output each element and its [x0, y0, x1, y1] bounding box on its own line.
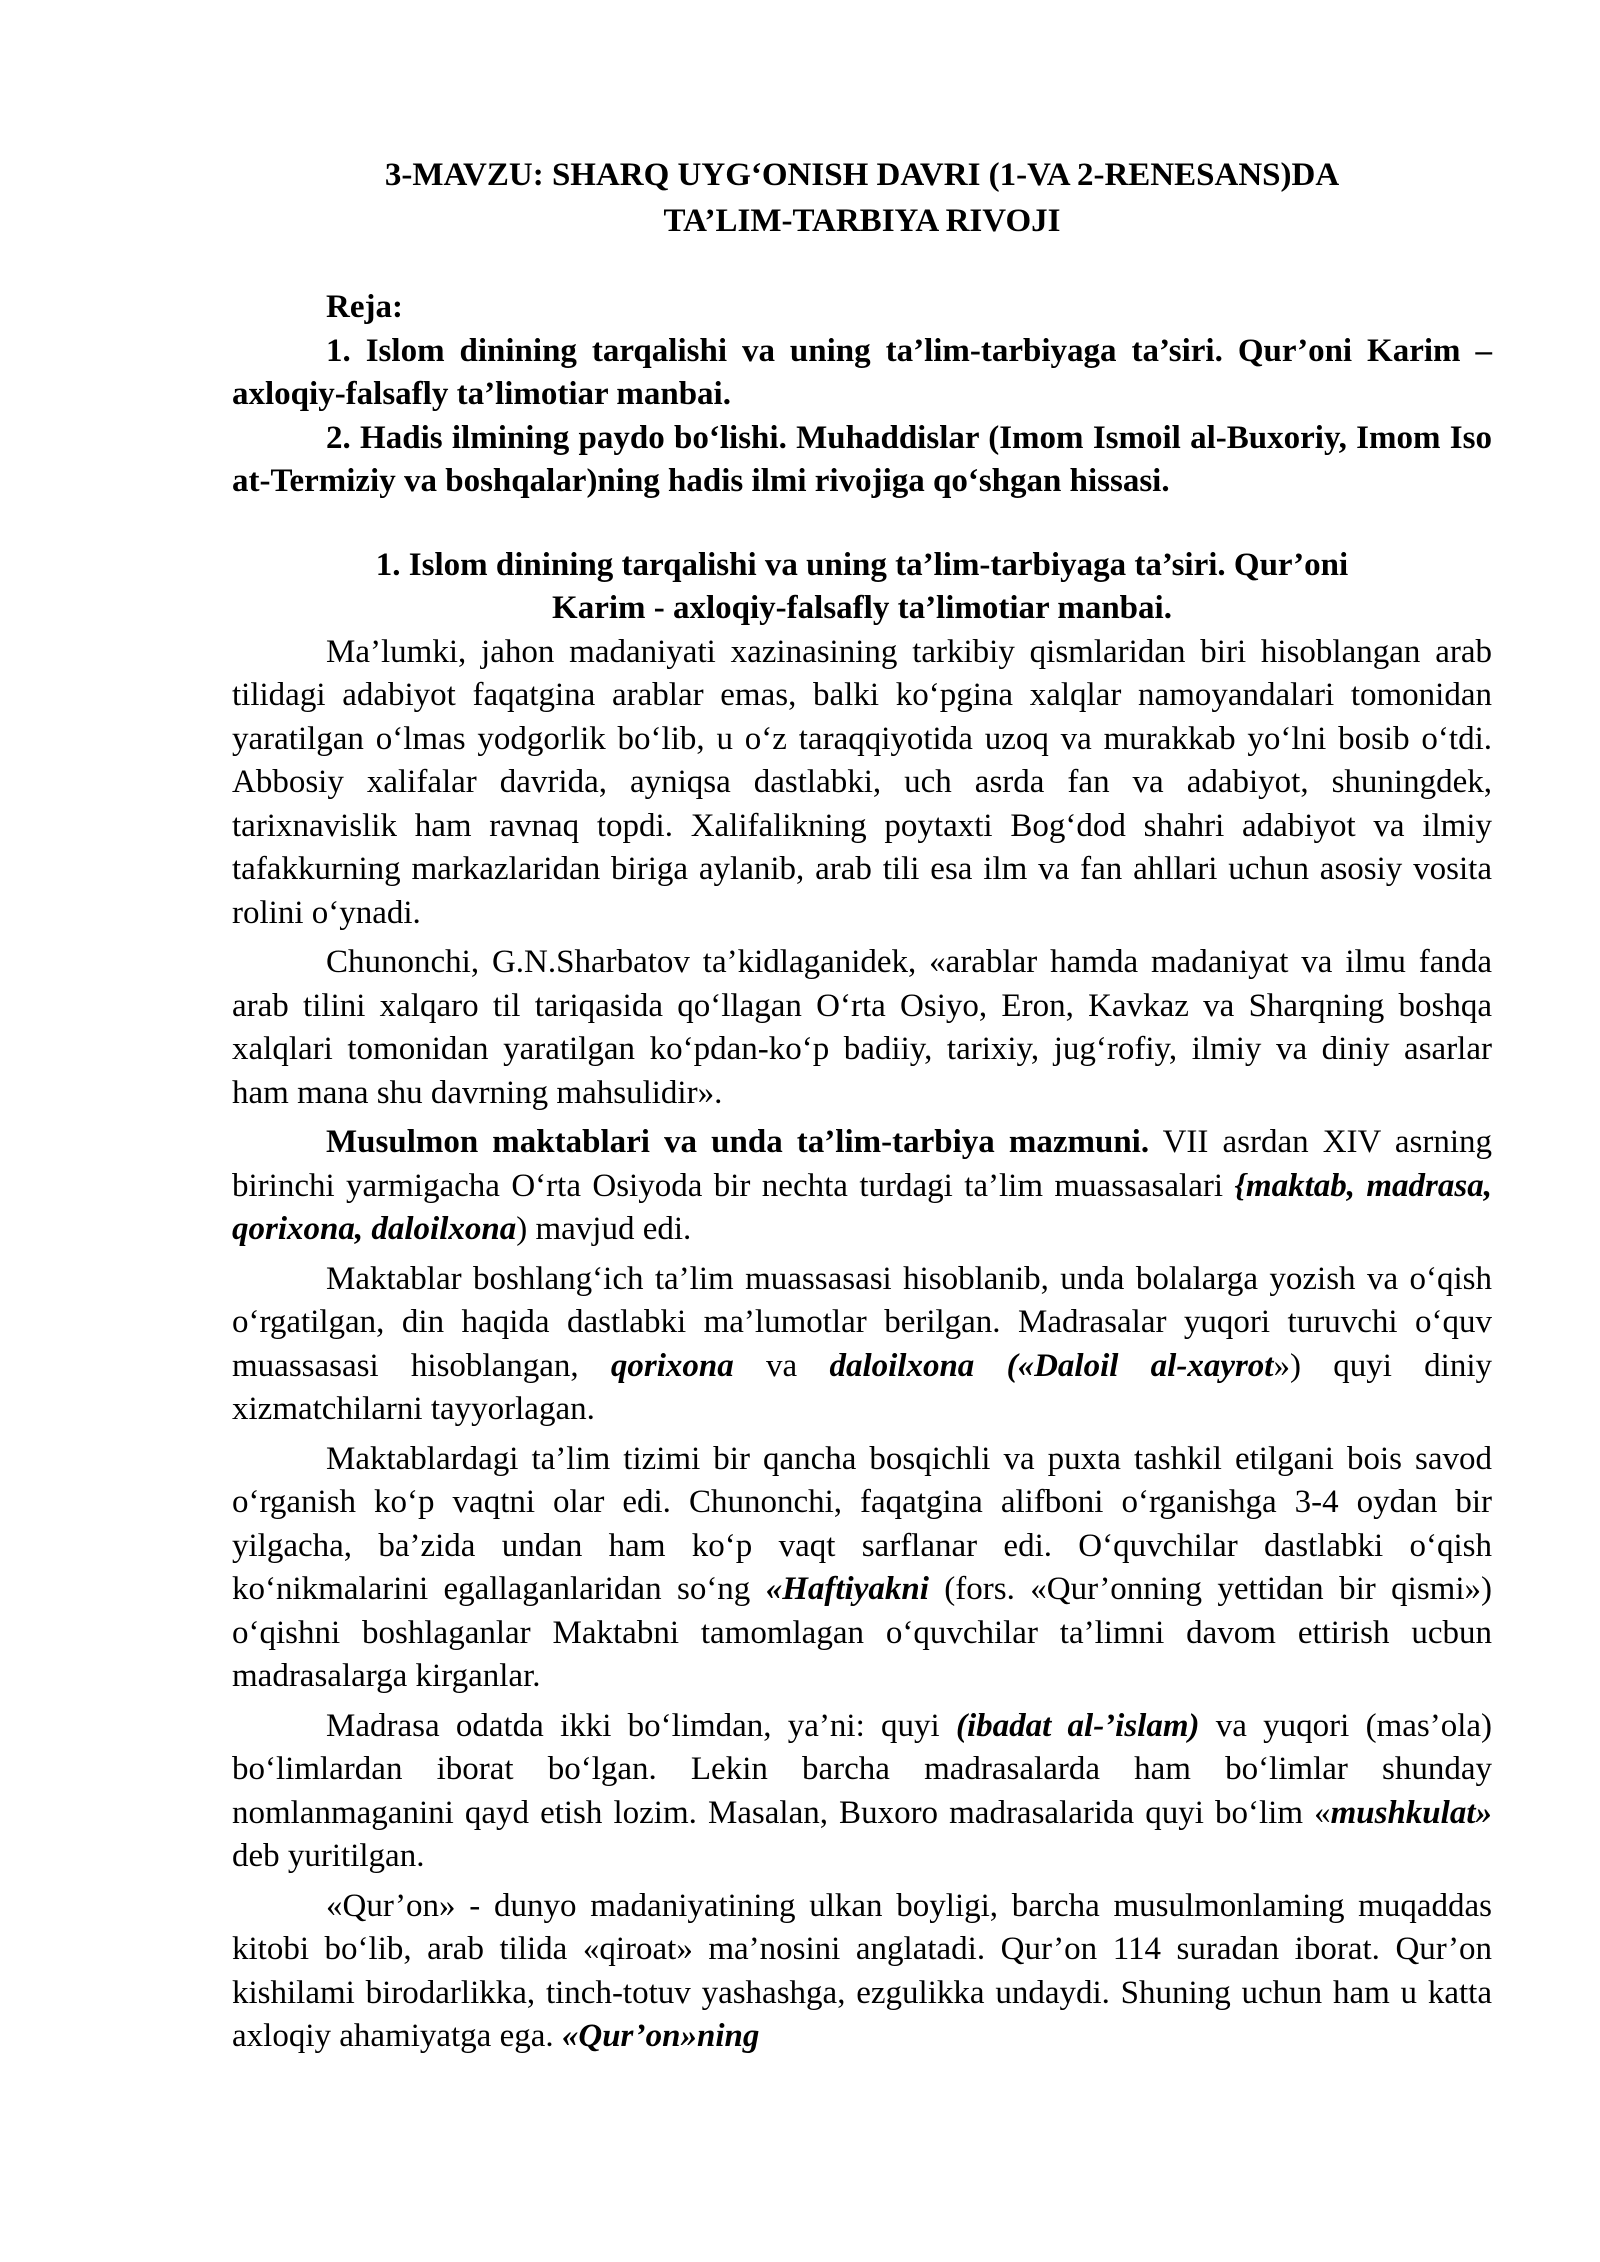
paragraph-6: [232, 1705, 1492, 1879]
paragraph-7: [232, 1885, 1492, 2059]
paragraph-3-end: ) mavjud edi.: [516, 1211, 692, 1247]
section-heading-line-1: 1. Islom dinining tarqalishi va uning ta’lim-tarbiyaga ta’siri. Qur’oni: [375, 546, 1349, 583]
paragraph-6-emphasis-2: mushkulat»: [1330, 1794, 1492, 1831]
paragraph-6-text: Madrasa odatda ikki bo‘limdan, ya’ni: quyi: [326, 1707, 956, 1744]
paragraph-3-text: VII asrdan XIV asrning birinchi yarmigacha O‘rta Osiyoda bir nechta turdagi ta’lim muassasalari: [232, 1124, 1492, 1204]
paragraph-3-emphasis: {maktab, madrasa, qorixona, daloilxona: [232, 1167, 1492, 1247]
paragraph-5: [232, 1438, 1492, 1699]
section-heading-line-2: Karim - axloqiy-falsafly ta’limotiar manbai.: [552, 590, 1172, 626]
paragraph-6-end: deb yuritilgan.: [232, 1838, 425, 1874]
document-title: [232, 152, 1492, 244]
paragraph-3: [232, 1121, 1492, 1252]
plan-label: Reja:: [326, 289, 403, 325]
paragraph-6-emphasis-1: (ibadat al-’islam): [955, 1707, 1200, 1744]
paragraph-5-text: Maktablardagi ta’lim tizimi bir qancha bosqichli va puxta tashkil etilgani bois savod o‘rganish ko‘p vaqtni olar edi. Chunonchi, faqatgina alifboni o‘rganishga 3-4 oydan bir yilgacha, ba’zida undan ham ko‘p vaqt sarflanar edi. O‘quvchilar dastlabki o‘qish ko‘nikmalarini egallaganlaridan so‘ng: [232, 1440, 1492, 1607]
paragraph-4: [232, 1258, 1492, 1432]
body-text: [232, 631, 1492, 2059]
paragraph-7-text: «Qur’on» - dunyo madaniyatining ulkan boyligi, barcha musulmonlaming muqaddas kitobi bo‘lib, arab tilida «qiroat» ma’nosini anglatadi. Qur’on 114 suradan iborat. Qur’on kishilami birodarlikka, tinch-totuv yashashga, ezgulikka undaydi. Shuning uchun ham u katta axloqiy ahamiyatga ega.: [232, 1887, 1492, 2054]
plan-item-2: 2. Hadis ilmining paydo bo‘lishi. Muhaddislar (Imom Ismoil al-Buxoriy, Imom Iso at-Termiziy va boshqalar)ning hadis ilmi rivojiga qo‘shgan hissasi.: [232, 419, 1492, 499]
paragraph-2: Chunonchi, G.N.Sharbatov ta’kidlaganidek, «arablar hamda madaniyat va ilmu fanda arab tilini xalqaro til tariqasida qo‘llagan O‘rta Osiyo, Eron, Kavkaz va Sharqning boshqa xalqlari tomonidan yaratilgan ko‘pdan-ko‘p badiiy, tarixiy, jug‘rofiy, ilmiy va diniy asarlar ham mana shu davrning mahsulidir».: [232, 944, 1492, 1111]
section-heading-1: [232, 544, 1492, 631]
plan-section: [232, 286, 1492, 504]
paragraph-7-emphasis: «Qur’on»ning: [561, 2018, 760, 2054]
paragraph-4-end: ») quyi diniy xizmatchilarni tayyorlagan.: [232, 1347, 1493, 1427]
paragraph-6-mid: va yuqori (mas’ola) bo‘limlardan iborat bo‘lgan. Lekin barcha madrasalarda ham bo‘limlar shunday nomlanmaganini qayd etish lozim. Masalan, Buxoro madrasalarida quyi bo‘lim «: [232, 1707, 1493, 1831]
document-page: [232, 152, 1492, 2059]
paragraph-4-text: Maktablar boshlang‘ich ta’lim muassasasi hisoblanib, unda bolalarga yozish va o‘qish o‘rgatilgan, din haqida dastlabki ma’lumotlar berilgan. Madrasalar yuqori turuvchi o‘quv muassasasi hisoblangan,: [232, 1260, 1492, 1384]
title-line-1: 3-MAVZU: SHARQ UYG‘ONISH DAVRI (1-VA 2-RENESANS)DA: [384, 157, 1340, 193]
paragraph-1: Ma’lumki, jahon madaniyati xazinasining tarkibiy qismlaridan biri hisoblangan arab tilidagi adabiyot faqatgina arablar emas, balki ko‘pgina xalqlar namoyandalari tomonidan yaratilgan o‘lmas yodgorlik bo‘lib, u o‘z taraqqiyotida uzoq va murakkab yo‘lni bosib o‘tdi. Abbosiy xalifalar davrida, ayniqsa dastlabki, uch asrda fan va adabiyot, shuningdek, tarixnavislik ham ravnaq topdi. Xalifalikning poytaxti Bog‘dod shahri adabiyot va ilmiy tafakkurning markazlaridan biriga aylanib, arab tili esa ilm va fan ahllari uchun asosiy vosita rolini o‘ynadi.: [232, 633, 1492, 931]
plan-item-1: 1. Islom dinining tarqalishi va uning ta’lim-tarbiyaga ta’siri. Qur’oni Karim – axloqiy-falsafly ta’limotiar manbai.: [232, 332, 1492, 412]
paragraph-5-emphasis: «Haftiyakni: [765, 1571, 929, 1607]
paragraph-4-mid: va: [733, 1347, 830, 1384]
title-line-2: TA’LIM-TARBIYA RIVOJI: [663, 203, 1061, 239]
subheading-musulmon-maktablari: Musulmon maktablari va unda ta’lim-tarbiya mazmuni.: [326, 1124, 1150, 1160]
paragraph-4-emphasis-2: daloilxona («Daloil al-xayrot: [829, 1347, 1274, 1384]
paragraph-4-emphasis-1: qorixona: [610, 1347, 734, 1384]
paragraph-5-end: (fors. «Qur’onning yettidan bir qismi») o‘qishni boshlaganlar Maktabni tamomlagan o‘quvchilar ta’limni davom ettirish ucbun madrasalarga kirganlar.: [232, 1571, 1492, 1694]
